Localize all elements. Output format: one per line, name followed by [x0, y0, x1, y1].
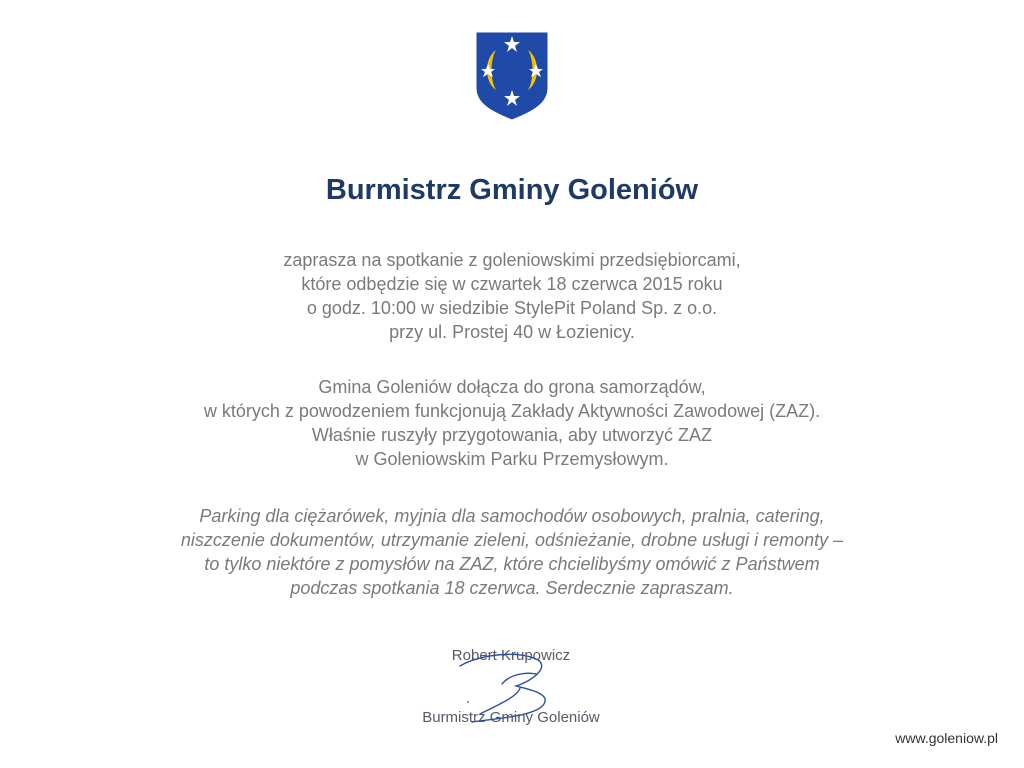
website-link[interactable]: www.goleniow.pl	[895, 730, 998, 746]
text-line: Gmina Goleniów dołącza do grona samorządów,	[318, 377, 706, 397]
text-line: przy ul. Prostej 40 w Łozienicy.	[389, 322, 635, 342]
text-line: w Goleniowskim Parku Przemysłowym.	[355, 449, 669, 469]
signer-role: Burmistrz Gminy Goleniów	[422, 709, 600, 726]
text-line: w których z powodzeniem funkcjonują Zakłady Aktywności Zawodowej (ZAZ).	[203, 401, 821, 421]
text-line: o godz. 10:00 w siedzibie StylePit Poland Sp. z o.o.	[306, 298, 718, 318]
text-line: to tylko niektóre z pomysłów na ZAZ, które chcielibyśmy omówić z Państwem	[204, 554, 820, 574]
text-line: Parking dla ciężarówek, myjnia dla samochodów osobowych, pralnia, catering,	[199, 506, 825, 526]
text-line: niszczenie dokumentów, utrzymanie zieleni, odśnieżanie, drobne usługi i remonty –	[180, 530, 844, 550]
zaz-paragraph	[0, 375, 1024, 471]
signer-name: Robert Krupowicz	[451, 647, 571, 664]
page-title: Burmistrz Gminy Goleniów	[325, 174, 699, 206]
invitation-paragraph	[0, 248, 1024, 344]
text-line: zaprasza na spotkanie z goleniowskimi przedsiębiorcami,	[283, 250, 741, 270]
text-line: Właśnie ruszyły przygotowania, aby utworzyć ZAZ	[311, 425, 713, 445]
goleniow-coat-of-arms-icon	[474, 30, 550, 122]
ideas-paragraph	[0, 504, 1024, 600]
text-line: podczas spotkania 18 czerwca. Serdecznie zapraszam.	[290, 578, 734, 598]
text-line: które odbędzie się w czwartek 18 czerwca 2015 roku	[301, 274, 723, 294]
